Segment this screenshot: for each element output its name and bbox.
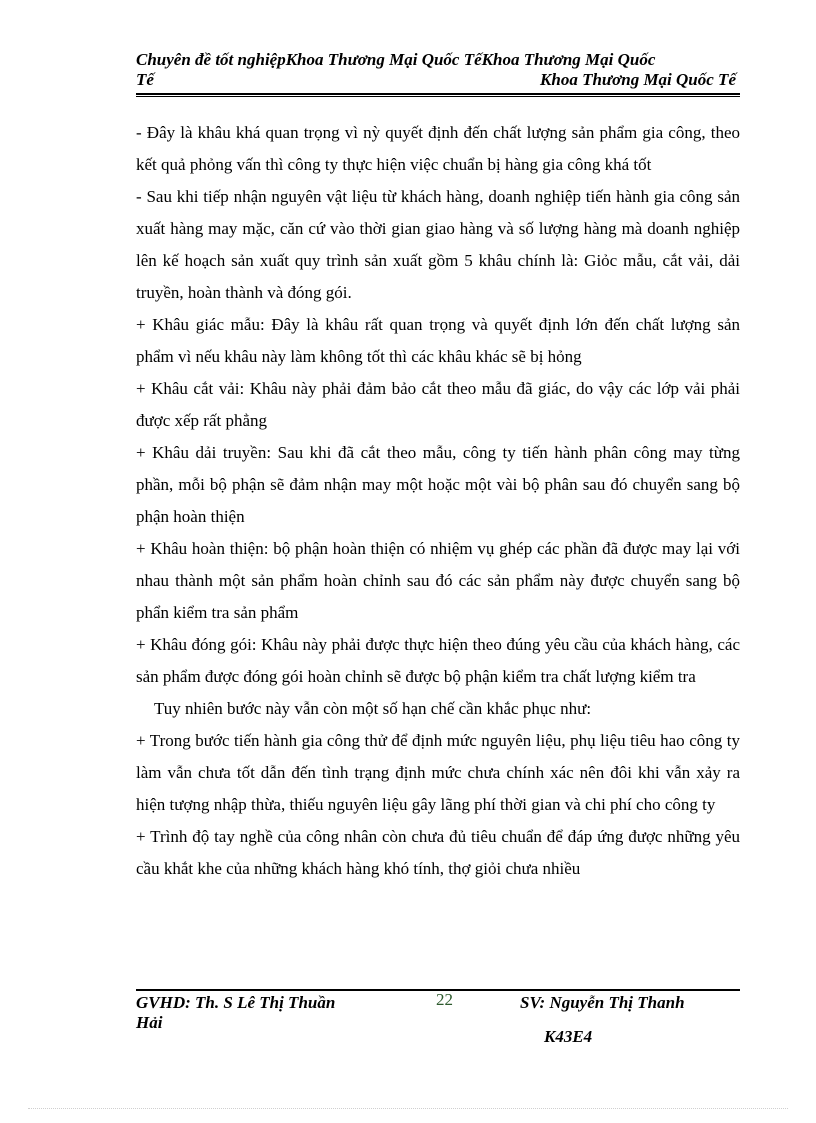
header-title-line1: Chuyên đề tốt nghiệpKhoa Thương Mại Quốc TếKhoa Thương Mại Quốc xyxy=(136,50,656,69)
footer-student xyxy=(520,993,685,1047)
page-number: 22 xyxy=(436,990,453,1009)
paragraph: - Đây là khâu khá quan trọng vì nỳ quyết định đến chất lượng sản phẩm gia công, theo kết quả phỏng vấn thì công ty thực hiện việc chuẩn bị hàng gia công khá tốt xyxy=(136,123,740,174)
paragraph: + Khâu giác mẫu: Đây là khâu rất quan trọng và quyết định lớn đến chất lượng sản phẩm vì nếu khâu này làm không tốt thì các khâu khác sẽ bị hỏng xyxy=(136,315,740,366)
page-header xyxy=(136,50,740,90)
paragraph: + Khâu dải truyền: Sau khi đã cắt theo mẫu, công ty tiến hành phân công may từng phần, mỗi bộ phận sẽ đảm nhận may một hoặc một vài bộ phân sau đó chuyển sang bộ phận hoàn thiện xyxy=(136,443,740,526)
header-line2-right: Khoa Thương Mại Quốc Tế xyxy=(540,70,736,89)
header-title-line2 xyxy=(136,70,740,90)
paragraph: Tuy nhiên bước này vẫn còn một số hạn chế cần khắc phục như: xyxy=(154,699,592,718)
paragraph: + Khâu cắt vải: Khâu này phải đảm bảo cắt theo mẫu đã giác, do vậy các lớp vải phải được xếp rất phẳng xyxy=(136,379,740,430)
header-rule xyxy=(136,93,740,97)
paragraph: - Sau khi tiếp nhận nguyên vật liệu từ khách hàng, doanh nghiệp tiến hành gia công sản xuất hàng may mặc, căn cứ vào thời gian giao hàng và số lượng hàng mà doanh nghiệp lên kế hoạch sản xuất quy trình sản xuất gồm 5 khâu chính là: Giỏc mẫu, cắt vải, dải truyền, hoàn thành và đóng gói. xyxy=(136,187,740,302)
footer-supervisor-line2: Hải xyxy=(136,1013,163,1032)
footer-supervisor-line1: GVHD: Th. S Lê Thị Thuần xyxy=(136,993,336,1012)
footer-student-line2: K43E4 xyxy=(544,1027,593,1046)
footer-supervisor xyxy=(136,993,335,1033)
header-line2-left: Tế xyxy=(136,70,154,89)
page-bottom-divider xyxy=(28,1108,788,1109)
paragraph: + Trong bước tiến hành gia công thử để định mức nguyên liệu, phụ liệu tiêu hao công ty làm vẫn chưa tốt dẫn đến tình trạng định mức chưa chính xác nên đôi khi vẫn xảy ra hiện tượng nhập thừa, thiếu nguyên liệu gây lãng phí thời gian và chi phí cho công ty xyxy=(136,731,740,814)
paragraph: + Trình độ tay nghề của công nhân còn chưa đủ tiêu chuẩn để đáp ứng được những yêu cầu khắt khe của những khách hàng khó tính, thợ giỏi chưa nhiều xyxy=(136,827,740,878)
paragraph: + Khâu hoàn thiện: bộ phận hoàn thiện có nhiệm vụ ghép các phần đã được may lại với nhau thành một sản phẩm hoàn chỉnh sau đó các sản phẩm này được chuyển sang bộ phẩn kiểm tra sản phẩm xyxy=(136,539,740,622)
footer-student-line1: SV: Nguyễn Thị Thanh xyxy=(520,993,685,1012)
page-body xyxy=(136,117,740,885)
paragraph: + Khâu đóng gói: Khâu này phải được thực hiện theo đúng yêu cầu của khách hàng, các sản phẩm được đóng gói hoàn chỉnh sẽ được bộ phận kiểm tra chất lượng kiểm tra xyxy=(136,635,740,686)
